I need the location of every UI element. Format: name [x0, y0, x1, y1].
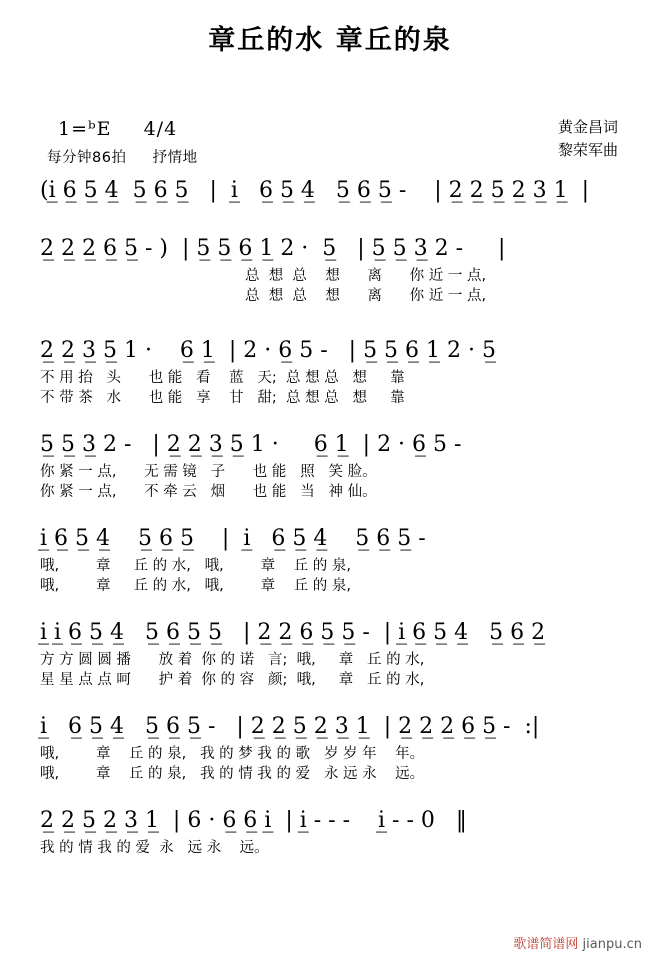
notes-row: 2̲ 2̲ 2̲ 6̲ 5̲ - ) | 5̲ 5̲ 6̲ 1̲ 2 · 5̲ | 5̲ 5̲ 3̲ 2 - | [40, 236, 506, 261]
lyric-verse-1: 你 紧 一 点, 无 需 镜 子 也 能 照 笑 脸。 [40, 464, 377, 480]
watermark-domain: jianpu.cn [582, 937, 642, 952]
lyricist-credit: 黄金昌词 [557, 118, 618, 136]
notes-row: (i̲ 6̲ 5̲ 4̲ 5̲ 6̲ 5̲ | i̲ 6̲ 5̲ 4̲ 5̲ 6̲ 5̲ - | 2̲ 2̲ 5̲ 2̲ 3̲ 1̲ | [40, 178, 590, 203]
notes-row: 2̲ 2̲ 3̲ 5̲ 1 · 6̲ 1̲ | 2 · 6̲ 5 - | 5̲ 5̲ 6̲ 1̲ 2 · 5̲ [40, 338, 497, 363]
lyric-verse-1: 总 想 总 想 离 你 近 一 点, [245, 268, 487, 284]
lyric-verse-1: 我 的 情 我 的 爱 永 远 永 远。 [40, 840, 269, 856]
notes-row: 2̲ 2̲ 5̲ 2̲ 3̲ 1̲ | 6 · 6̲ 6̲ i̲ | i̲ - - - i̲ - - 0 ‖ [40, 808, 467, 833]
score-line-5 [40, 526, 624, 596]
lyric-verse-1: 哦, 章 丘 的 泉, 我 的 梦 我 的 歌 岁 岁 年 年。 [40, 746, 425, 762]
composer-credit: 黎荣军曲 [557, 141, 618, 159]
lyric-verse-2: 星 星 点 点 呵 护 着 你 的 容 颜; 哦, 章 丘 的 水, [40, 672, 425, 688]
notes-row: i̲ i̲ 6̲ 5̲ 4̲ 5̲ 6̲ 5̲ 5̲ | 2̲ 2̲ 6̲ 5̲ 5̲ - | i̲ 6̲ 5̲ 4̲ 5̲ 6̲ 2̲ [40, 620, 546, 645]
lyric-verse-2: 你 紧 一 点, 不 牵 云 烟 也 能 当 神 仙。 [40, 484, 377, 500]
lyric-verse-1: 哦, 章 丘 的 水, 哦, 章 丘 的 泉, [40, 558, 351, 574]
score-line-7 [40, 714, 624, 784]
notes-row: i̲ 6̲ 5̲ 4̲ 5̲ 6̲ 5̲ | i̲ 6̲ 5̲ 4̲ 5̲ 6̲ 5̲ - [40, 526, 426, 551]
page-title: 章丘的水 章丘的泉 [208, 25, 452, 56]
key-signature: 1=ᵇE [58, 118, 112, 140]
score-line-8 [40, 808, 624, 858]
credits [558, 116, 618, 162]
lyric-verse-2: 不 带 茶 水 也 能 享 甘 甜; 总 想 总 想 靠 [40, 390, 405, 406]
watermark [513, 933, 642, 952]
score-line-4 [40, 432, 624, 502]
score-line-1 [40, 178, 624, 208]
tempo-and-expression [47, 146, 198, 167]
tempo-marking: 每分钟86拍 [47, 150, 127, 166]
lyric-verse-2: 总 想 总 想 离 你 近 一 点, [245, 288, 487, 304]
score-line-6 [40, 620, 624, 690]
lyric-verse-2: 哦, 章 丘 的 泉, 我 的 情 我 的 爱 永 远 永 远。 [40, 766, 425, 782]
expression-marking: 抒情地 [152, 150, 198, 166]
lyric-verse-1: 不 用 抬 头 也 能 看 蓝 天; 总 想 总 想 靠 [40, 370, 405, 386]
notes-row: 5̲ 5̲ 3̲ 2 - | 2̲ 2̲ 3̲ 5̲ 1 · 6̲ 1̲ | 2 · 6̲ 5 - [40, 432, 462, 457]
score-line-3 [40, 338, 624, 408]
score-line-2 [40, 236, 624, 306]
watermark-site-name: 歌谱简谱网 [513, 937, 579, 952]
notes-row: i̲ 6̲ 5̲ 4̲ 5̲ 6̲ 5̲ - | 2̲ 2̲ 5̲ 2̲ 3̲ 1̲ | 2̲ 2̲ 2̲ 6̲ 5̲ - :| [40, 714, 540, 739]
time-signature: 4/4 [143, 118, 178, 140]
lyric-verse-2: 哦, 章 丘 的 水, 哦, 章 丘 的 泉, [40, 578, 351, 594]
lyric-verse-1: 方 方 圆 圆 播 放 着 你 的 诺 言; 哦, 章 丘 的 水, [40, 652, 425, 668]
key-and-time-signature [58, 118, 177, 140]
